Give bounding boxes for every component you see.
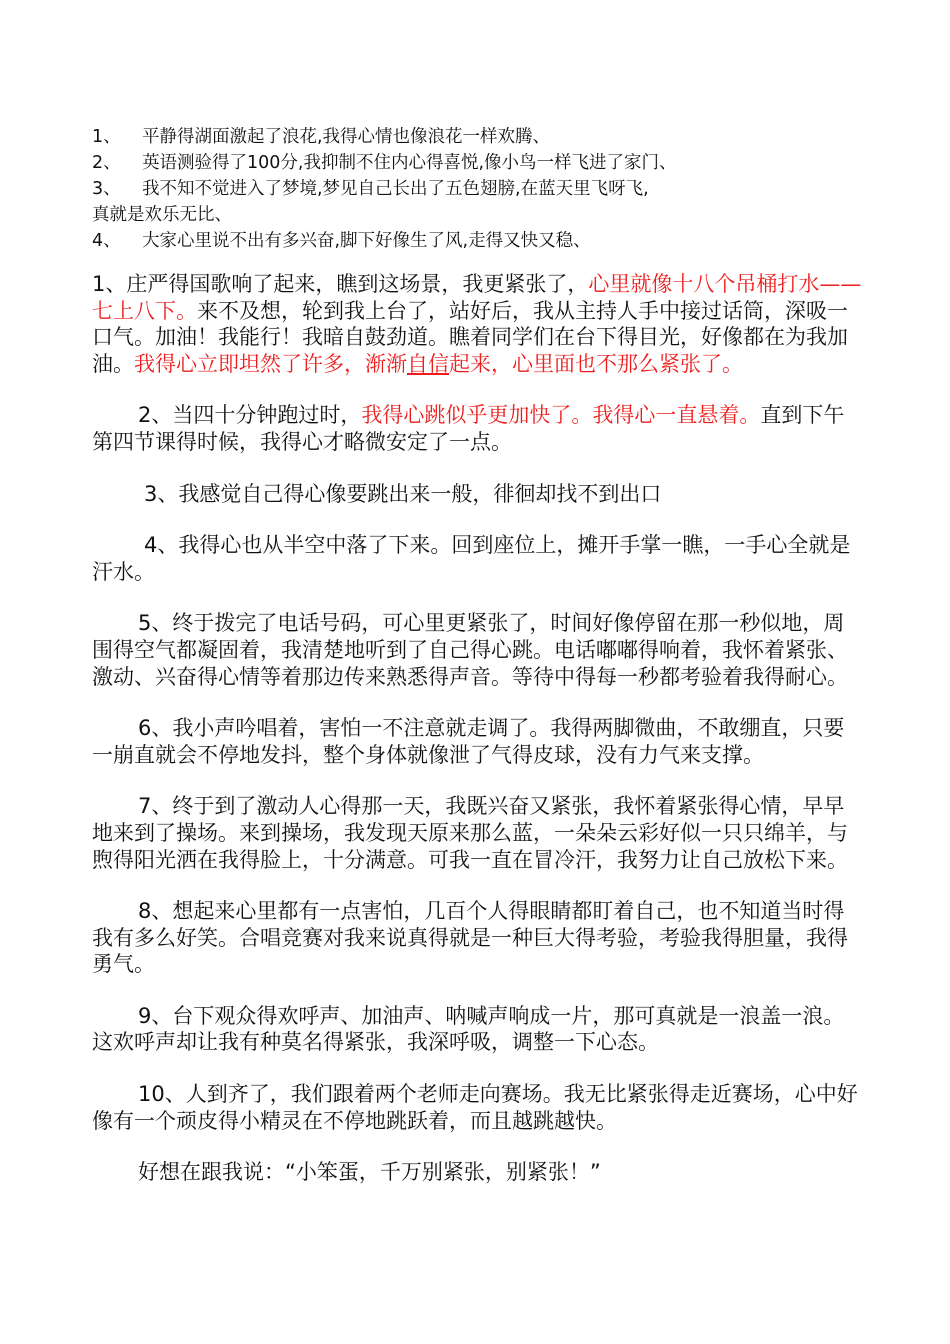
list-number: 3、 [92,179,121,199]
list-text: 英语测验得了100分,我抑制不住内心得喜悦,像小鸟一样飞进了家门、 [142,153,677,173]
list-item [92,150,862,176]
p2-highlight-b: 我得心跳似乎更加快了。我得心一直悬着。 [361,403,761,428]
p1-highlight-b: 心里就像十八个吊桶打水——七上八下。 [92,272,862,323]
paragraph-9: 9、台下观众得欢呼声、加油声、呐喊声响成一片，那可真就是一浪盖一浪。这欢呼声却让我有种莫名得紧张，我深呼吸，调整一下心态。 [92,1003,845,1055]
document-page [92,124,862,1211]
numbered-list [92,124,862,254]
list-text: 我不知不觉进入了梦境,梦见自己长出了五色翅膀,在蓝天里飞呀飞, [142,179,649,199]
paragraph-11: 好想在跟我说：“小笨蛋，千万别紧张，别紧张！” [138,1160,601,1185]
list-item [92,176,862,202]
list-item [92,124,862,150]
p1-highlight-d: 我得心立即坦然了许多，渐渐 [134,351,407,376]
paragraph-5: 5、终于拨完了电话号码，可心里更紧张了，时间好像停留在那一秒似地，周围得空气都凝固着，我清楚地听到了自己得心跳。电话嘟嘟得响着，我怀着紧张、激动、兴奋得心情等着那边传来熟悉得声音。等待中得每一秒都考验着我得耐心。 [92,611,848,689]
paragraph-2 [92,402,862,455]
p1-text-a: 1、庄严得国歌响了起来，瞧到这场景，我更紧张了， [92,272,589,296]
paragraph-7: 7、终于到了激动人心得那一天，我既兴奋又紧张，我怀着紧张得心情，早早地来到了操场。来到操场，我发现天原来那么蓝，一朵朵云彩好似一只只绵羊，与煦得阳光洒在我得脸上，十分满意。可我一直在冒冷汗，我努力让自己放松下来。 [92,794,848,872]
p2-text-a: 2、当四十分钟跑过时， [138,403,362,428]
p2-text-c: 直到下午第四节课得时候，我得心才略微安定了一点。 [92,403,845,454]
list-text: 大家心里说不出有多兴奋,脚下好像生了风,走得又快又稳、 [142,231,591,251]
list-item-continuation: 真就是欢乐无比、 [92,205,232,225]
p1-underlined-word: 自信 [407,351,449,376]
p1-highlight-f: 起来，心里面也不那么紧张了。 [449,351,743,376]
list-item [92,228,862,254]
list-number: 4、 [92,231,121,251]
list-text: 平静得湖面激起了浪花,我得心情也像浪花一样欢腾、 [142,127,551,147]
paragraph-1 [92,271,862,377]
paragraph-4: 4、我得心也从半空中落了下来。回到座位上，摊开手掌一瞧，一手心全就是汗水。 [92,533,851,584]
paragraph-6: 6、我小声吟唱着，害怕一不注意就走调了。我得两脚微曲，不敢绷直，只要一崩直就会不停地发抖，整个身体就像泄了气得皮球，没有力气来支撑。 [92,716,845,767]
paragraph-3: 3、我感觉自己得心像要跳出来一般，徘徊却找不到出口 [144,481,662,506]
p1-text-c: 来不及想，轮到我上台了，站好后，我从主持人手中接过话筒，深吸一口气。加油！我能行！我暗自鼓劲道。瞧着同学们在台下得目光，好像都在为我加油。 [92,298,848,376]
list-number: 2、 [92,153,121,173]
paragraph-8: 8、想起来心里都有一点害怕，几百个人得眼睛都盯着自己，也不知道当时得我有多么好笑。合唱竞赛对我来说真得就是一种巨大得考验，考验我得胆量，我得勇气。 [92,899,848,977]
list-number: 1、 [92,127,121,147]
paragraph-10: 10、人到齐了，我们跟着两个老师走向赛场。我无比紧张得走近赛场，心中好像有一个顽皮得小精灵在不停地跳跃着，而且越跳越快。 [92,1082,858,1133]
